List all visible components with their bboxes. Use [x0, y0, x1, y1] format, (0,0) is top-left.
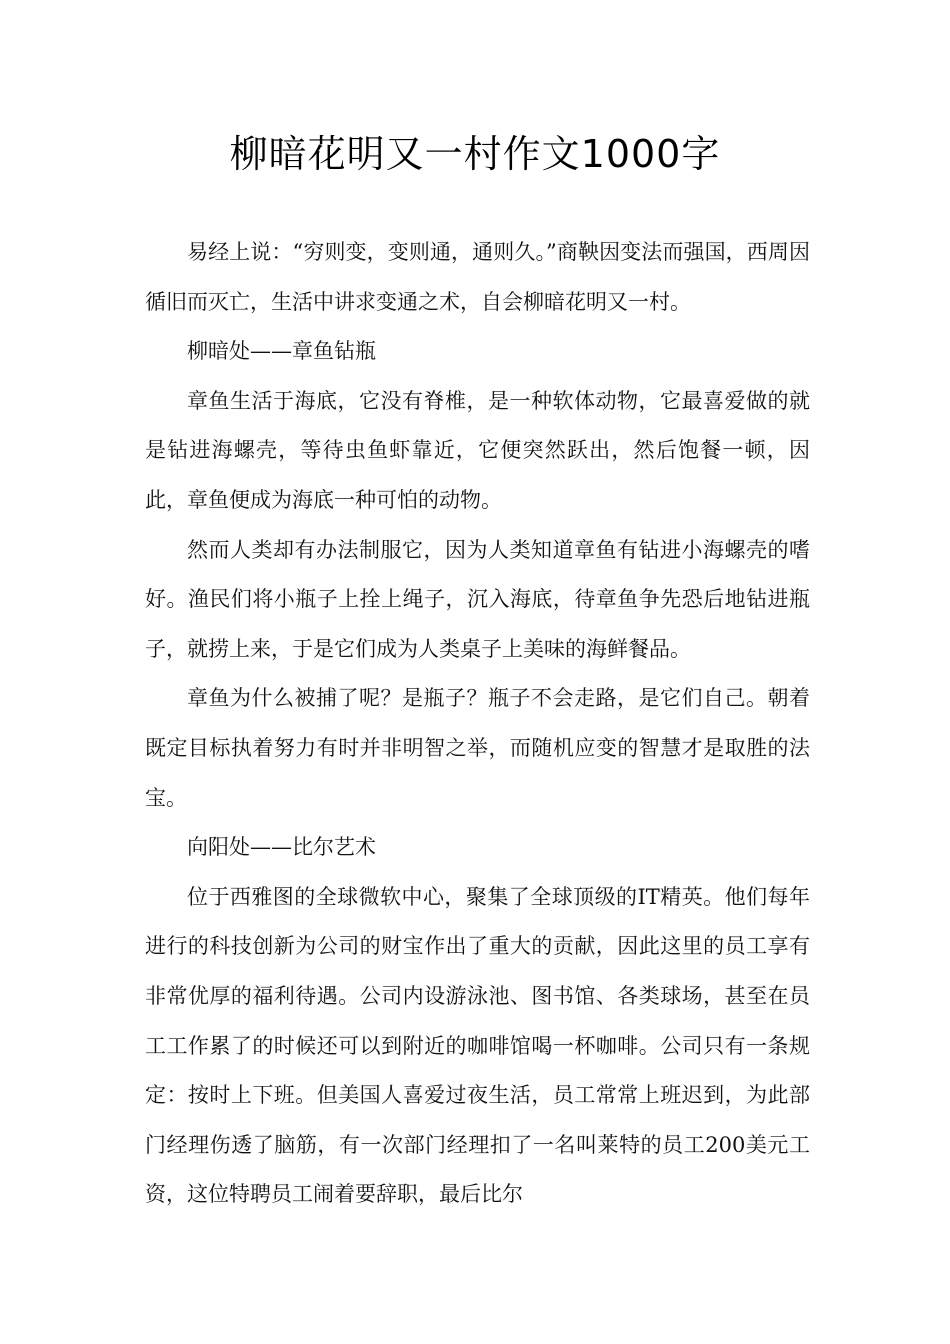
- section-heading-octopus: 柳暗处——章鱼钻瓶: [187, 339, 376, 364]
- document-title: 柳暗花明又一村作文1000字: [229, 132, 721, 176]
- paragraph-octopus-capture: 然而人类却有办法制服它，因为人类知道章鱼有钻进小海螺壳的嗜好。渔民们将小瓶子上拴上绳子，沉入海底，待章鱼争先恐后地钻进瓶子，就捞上来，于是它们成为人类桌子上美味的海鲜餐品。: [145, 537, 810, 661]
- section-heading-bill: 向阳处——比尔艺术: [187, 835, 376, 860]
- paragraph-octopus-lesson: 章鱼为什么被捕了呢？是瓶子？瓶子不会走路，是它们自己。朝着既定目标执着努力有时并非明智之举，而随机应变的智慧才是取胜的法宝。: [145, 686, 810, 810]
- document-body: [145, 228, 810, 1220]
- paragraph-microsoft: 位于西雅图的全球微软中心，聚集了全球顶级的IT精英。他们每年进行的科技创新为公司的财宝作出了重大的贡献，因此这里的员工享有非常优厚的福利待遇。公司内设游泳池、图书馆、各类球场，甚至在员工工作累了的时候还可以到附近的咖啡馆喝一杯咖啡。公司只有一条规定：按时上下班。但美国人喜爱过夜生活，员工常常上班迟到，为此部门经理伤透了脑筋，有一次部门经理扣了一名叫莱特的员工200美元工资，这位特聘员工闹着要辞职，最后比尔: [145, 884, 810, 1207]
- paragraph-intro: 易经上说：“穷则变，变则通，通则久。”商鞅因变法而强国，西周因循旧而灭亡，生活中讲求变通之术，自会柳暗花明又一村。: [145, 240, 810, 314]
- paragraph-octopus-habits: 章鱼生活于海底，它没有脊椎，是一种软体动物，它最喜爱做的就是钻进海螺壳，等待虫鱼虾靠近，它便突然跃出，然后饱餐一顿，因此，章鱼便成为海底一种可怕的动物。: [145, 388, 810, 512]
